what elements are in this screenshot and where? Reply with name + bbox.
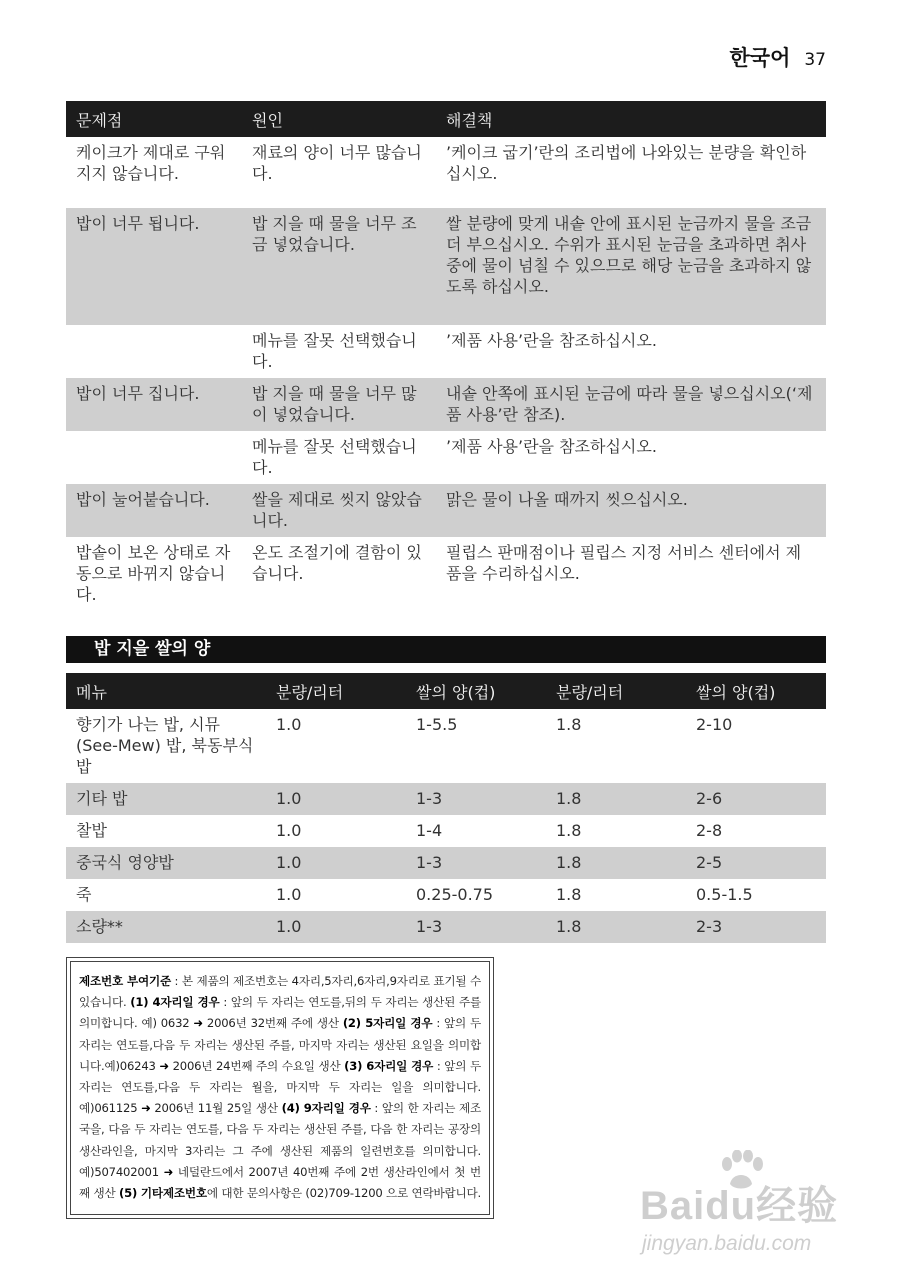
table-row <box>66 325 826 378</box>
menu-cell: 중국식 영양밥 <box>66 847 266 879</box>
notice-case-9digit: (4) 9자리일 경우 <box>281 1101 371 1116</box>
volume-cell: 1.0 <box>266 847 406 879</box>
table-row <box>66 208 826 325</box>
notice-text: 2006년 32번째 주에 생산 <box>202 1016 343 1031</box>
cause-cell: 메뉴를 잘못 선택했습니다. <box>252 437 417 477</box>
volume-cell: 1.0 <box>266 911 406 943</box>
notice-text: : 앞의 두 자리는 연도를,뒤의 두 자리는 생산된 주를 의미합니다. 예) 0632 <box>79 995 481 1031</box>
arrow-right-icon: ➜ <box>141 1101 151 1116</box>
arrow-right-icon: ➜ <box>159 1058 169 1073</box>
cups-cell: 0.25-0.75 <box>416 885 494 904</box>
section-title: 밥 지을 쌀의 양 <box>66 636 826 663</box>
cups-cell: 2-10 <box>696 715 733 734</box>
column-header-menu: 메뉴 <box>66 673 266 709</box>
page-header <box>730 42 827 72</box>
column-header-volume: 분량/리터 <box>546 673 686 709</box>
cause-cell: 온도 조절기에 결함이 있습니다. <box>252 543 422 583</box>
table-row <box>66 847 826 879</box>
table-row <box>66 709 826 783</box>
table-row <box>66 537 826 611</box>
solution-cell: ’케이크 굽기’란의 조리법에 나와있는 분량을 확인하십시오. <box>446 143 807 183</box>
serial-number-notice <box>66 957 494 1219</box>
cups-cell: 1-3 <box>406 783 546 815</box>
table-row <box>66 783 826 815</box>
problem-cell: 밥이 눌어붙습니다. <box>66 484 242 537</box>
table-header-row <box>66 673 826 709</box>
menu-cell: 죽 <box>76 885 92 904</box>
volume-cell: 1.0 <box>266 783 406 815</box>
notice-heading: 제조번호 부여기준 <box>79 974 171 988</box>
notice-text: 2006년 11월 25일 생산 <box>150 1101 282 1116</box>
column-header-volume: 분량/리터 <box>266 673 406 709</box>
notice-case-other: (5) 기타제조번호 <box>118 1186 207 1201</box>
column-header-cause: 원인 <box>242 101 436 137</box>
solution-cell: ’제품 사용’란을 참조하십시오. <box>446 331 657 350</box>
notice-text: 2006년 24번째 주의 수요일 생산 <box>168 1058 345 1073</box>
table-row <box>66 431 826 484</box>
table-row <box>66 137 826 208</box>
notice-text: 에 대한 문의사항은 (02)709-1200 으로 연락바랍니다. <box>206 1186 482 1201</box>
cause-cell: 메뉴를 잘못 선택했습니다. <box>252 331 417 371</box>
notice-text: : 앞의 두 자리는 연도를,다음 두 자리는 생산된 주를, 마지막 자리는 생산된 요일을 의미합니다.예)06243 <box>79 1016 482 1073</box>
notice-case-4digit: (1) 4자리일 경우 <box>130 995 220 1010</box>
solution-cell: 쌀 분량에 맞게 내솥 안에 표시된 눈금까지 물을 조금 더 부으십시오. 수위가 표시된 눈금을 초과하면 취사 중에 물이 넘칠 수 있으므로 해당 눈금을 초과하지 않도록 하십시오. <box>436 208 826 325</box>
column-header-problem: 문제점 <box>66 101 242 137</box>
watermark-site: jingyan.baidu.com <box>642 1232 812 1255</box>
language-label: 한국어 <box>729 46 791 70</box>
notice-text: : 앞의 한 자리는 제조국을, 다음 두 자리는 연도를, 다음 두 자리는 생산된 주를, 다음 한 자리는 공장의 생산라인을, 마지막 3자리는 그 주에 생산된 제품의 일련번호를 의미합니다. 예)507402001 <box>79 1101 481 1179</box>
problem-cell: 밥이 너무 집니다. <box>66 378 242 431</box>
watermark-brand: Baidu经验 <box>640 1184 839 1228</box>
volume-cell: 1.8 <box>556 821 582 840</box>
rice-amount-table <box>66 673 826 943</box>
volume-cell: 1.8 <box>556 885 582 904</box>
troubleshooting-table <box>66 101 826 611</box>
cups-cell: 1-3 <box>406 911 546 943</box>
column-header-cups: 쌀의 양(컵) <box>686 673 826 709</box>
cups-cell: 2-8 <box>696 821 723 840</box>
notice-case-6digit: (3) 6자리일 경우 <box>344 1058 434 1073</box>
notice-case-5digit: (2) 5자리일 경우 <box>342 1016 433 1031</box>
volume-cell: 1.0 <box>276 821 302 840</box>
cups-cell: 1-5.5 <box>416 715 458 734</box>
problem-cell: 케이크가 제대로 구워지지 않습니다. <box>76 143 226 183</box>
volume-cell: 1.0 <box>276 885 302 904</box>
cause-cell: 재료의 양이 너무 많습니다. <box>252 143 422 183</box>
notice-text: 네덜란드에서 2007년 40번째 주에 2번 생산라인에서 첫 번째 생산 <box>79 1164 481 1201</box>
solution-cell: 내솥 안쪽에 표시된 눈금에 따라 물을 넣으십시오(‘제품 사용’란 참조). <box>436 378 826 431</box>
menu-cell: 향기가 나는 밥, 시뮤(See-Mew) 밥, 북동부식 밥 <box>76 715 254 776</box>
column-header-cups: 쌀의 양(컵) <box>406 673 546 709</box>
cause-cell: 쌀을 제대로 씻지 않았습니다. <box>242 484 436 537</box>
volume-cell: 1.8 <box>546 911 686 943</box>
volume-cell: 1.0 <box>276 715 302 734</box>
arrow-right-icon: ➜ <box>193 1016 203 1031</box>
volume-cell: 1.8 <box>546 847 686 879</box>
baidu-watermark <box>620 1150 870 1270</box>
notice-text: : 본 제품의 제조번호는 4자리,5자리,6자리,9자리로 표기될 수 있습니다. <box>79 974 481 1010</box>
column-header-solution: 해결책 <box>436 101 826 137</box>
cups-cell: 2-5 <box>686 847 826 879</box>
table-header-row <box>66 101 826 137</box>
problem-cell <box>66 325 242 378</box>
cups-cell: 2-6 <box>686 783 826 815</box>
table-row <box>66 911 826 943</box>
table-row <box>66 879 826 911</box>
menu-cell: 찰밥 <box>76 821 107 840</box>
problem-cell: 밥솥이 보온 상태로 자동으로 바뀌지 않습니다. <box>76 543 231 604</box>
arrow-right-icon: ➜ <box>163 1164 174 1179</box>
page-number: 37 <box>804 50 826 70</box>
cups-cell: 1-4 <box>416 821 443 840</box>
cause-cell: 밥 지을 때 물을 너무 조금 넣었습니다. <box>242 208 436 325</box>
cups-cell: 0.5-1.5 <box>696 885 753 904</box>
table-row <box>66 815 826 847</box>
volume-cell: 1.8 <box>556 715 582 734</box>
volume-cell: 1.8 <box>546 783 686 815</box>
solution-cell: ’제품 사용’란을 참조하십시오. <box>446 437 657 456</box>
table-row <box>66 484 826 537</box>
cups-cell: 2-3 <box>686 911 826 943</box>
menu-cell: 기타 밥 <box>66 783 266 815</box>
cause-cell: 밥 지을 때 물을 너무 많이 넣었습니다. <box>242 378 436 431</box>
solution-cell: 맑은 물이 나올 때까지 씻으십시오. <box>436 484 826 537</box>
menu-cell: 소량** <box>66 911 266 943</box>
serial-number-notice-text <box>70 961 490 1215</box>
problem-cell: 밥이 너무 됩니다. <box>66 208 242 325</box>
table-row <box>66 378 826 431</box>
notice-text: : 앞의 두 자리는 연도를,다음 두 자리는 월을, 마지막 두 자리는 일을 의미합니다. 예)061125 <box>79 1058 481 1116</box>
problem-cell <box>66 431 242 484</box>
cups-cell: 1-3 <box>406 847 546 879</box>
solution-cell: 필립스 판매점이나 필립스 지정 서비스 센터에서 제품을 수리하십시오. <box>446 543 802 583</box>
